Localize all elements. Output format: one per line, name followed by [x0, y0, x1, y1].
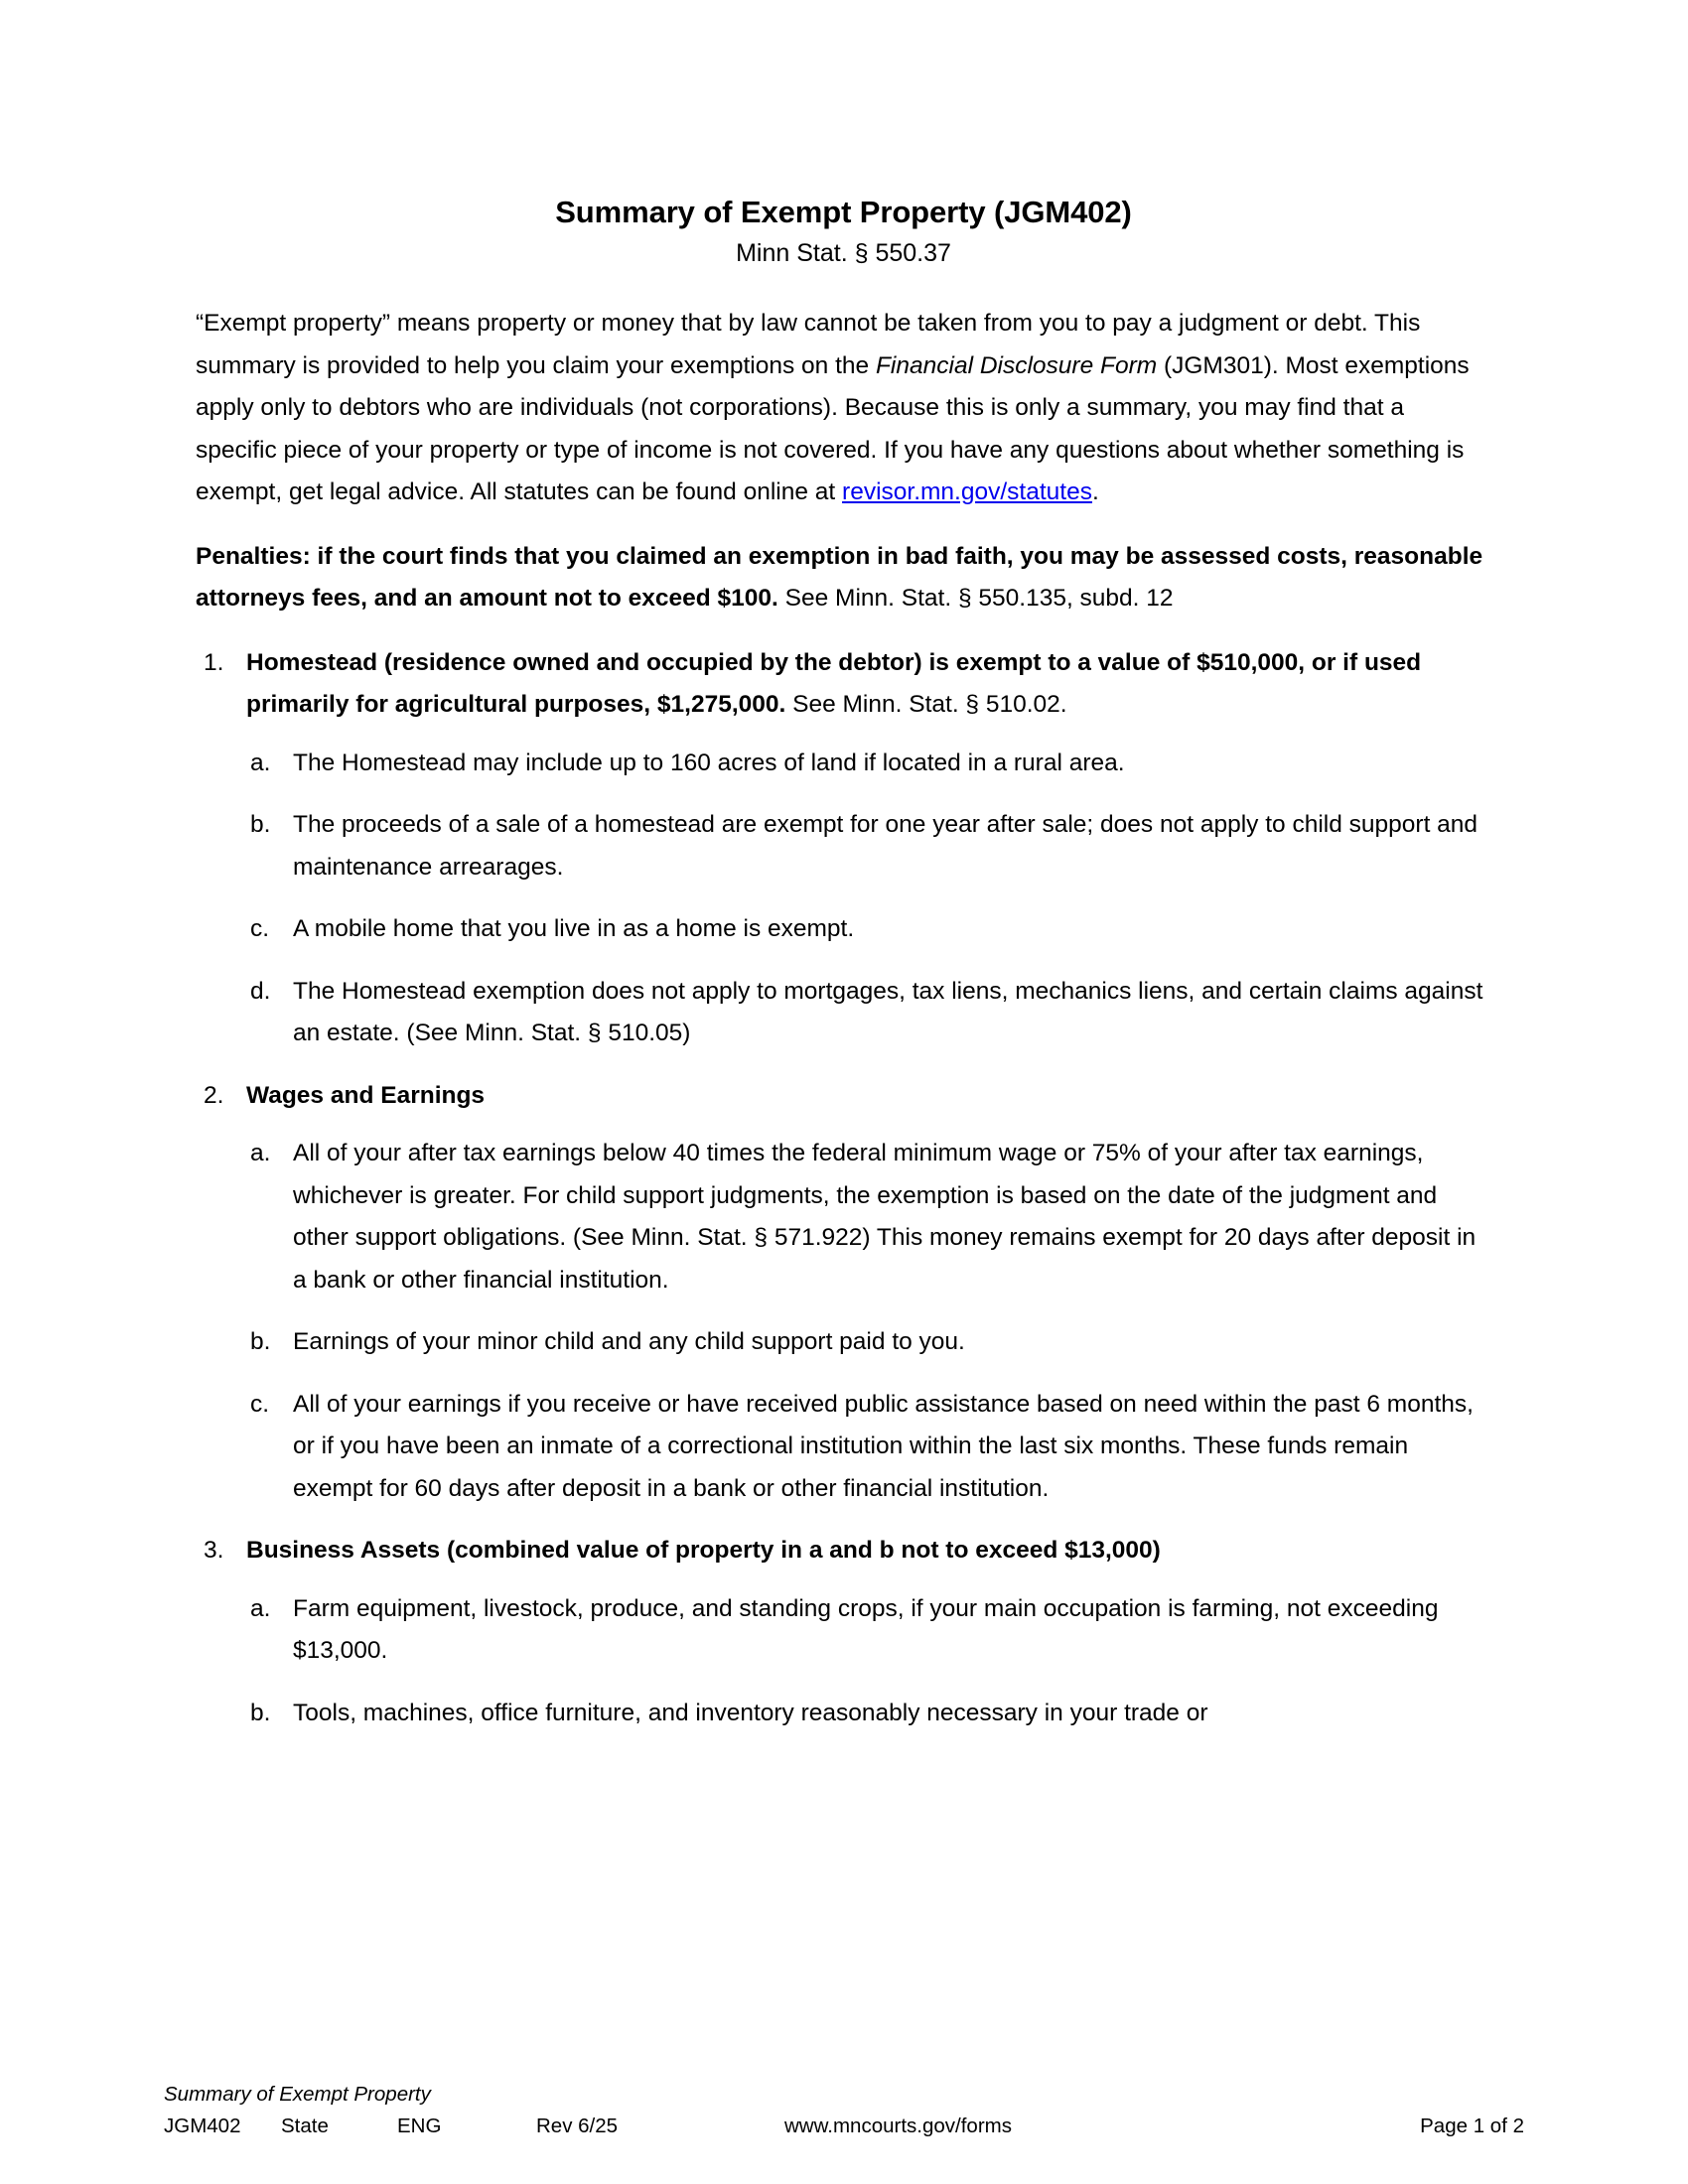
penalties-paragraph: [196, 536, 1491, 620]
footer-form-code: JGM402: [164, 2115, 241, 2137]
sub-list-item: [246, 1588, 1491, 1673]
penalties-bold-text: Penalties: if the court finds that you claimed an exemption in bad faith, you may be assessed costs, reasonable attorneys fees, and an amount not to exceed $100.: [196, 542, 1483, 612]
sub-list-marker: a.: [250, 1594, 271, 1622]
list-item: [196, 642, 1491, 1055]
sub-list-item: [246, 1321, 1491, 1364]
sub-list-marker: c.: [250, 1390, 270, 1418]
item-normal-text: See Minn. Stat. § 510.02.: [785, 691, 1067, 718]
page-subtitle: Minn Stat. § 550.37: [736, 238, 951, 267]
statutes-link[interactable]: revisor.mn.gov/statutes: [842, 478, 1092, 505]
sub-list-item-text: Tools, machines, office furniture, and inventory reasonably necessary in your trade or: [293, 1699, 1208, 1726]
page-footer: [164, 2080, 1524, 2141]
intro-italic-form-name: Financial Disclosure Form: [875, 351, 1158, 379]
sub-list: [246, 1588, 1491, 1735]
footer-revision: Rev 6/25: [536, 2115, 619, 2137]
footer-metadata-row: [164, 2112, 1524, 2141]
sub-list: [246, 1133, 1491, 1510]
item-bold-text: Wages and Earnings: [246, 1081, 486, 1109]
sub-list-item: [246, 1693, 1491, 1735]
sub-list-marker: a.: [250, 1140, 271, 1166]
intro-text-part1: “Exempt property” means property or money that by law cannot be taken from you to pay a judgment or debt. This summary is provided to help you claim your exemptions on the: [196, 310, 1421, 379]
sub-list-marker: d.: [250, 977, 271, 1005]
sub-list-item: [246, 1384, 1491, 1511]
sub-list-item-text: The proceeds of a sale of a homestead are exempt for one year after sale; does not apply to child support and maintenance arrearages.: [293, 811, 1478, 881]
sub-list-marker: a.: [250, 749, 271, 776]
list-item: [196, 1530, 1491, 1734]
sub-list-item-text: All of your after tax earnings below 40 times the federal minimum wage or 75% of your after tax earnings, whichever is greater. For child support judgments, the exemption is based on the date of the judgment and other support obligations. (See Minn. Stat. § 571.922) This money remains exempt for 20 days after deposit in a bank or other financial institution.: [293, 1140, 1477, 1294]
sub-list-item: [246, 1133, 1491, 1301]
list-marker: 2.: [204, 1081, 224, 1109]
sub-list-marker: b.: [250, 811, 271, 838]
footer-page-number: Page 1 of 2: [1420, 2115, 1524, 2137]
sub-list-marker: b.: [250, 1328, 271, 1355]
item-bold-text: Business Assets (combined value of property in a and b not to exceed $13,000): [246, 1537, 1161, 1564]
sub-list-item: [246, 804, 1491, 888]
sub-list-item-text: All of your earnings if you receive or have received public assistance based on need within the past 6 months, or if you have been an inmate of a correctional institution within the last six months. These funds remain exempt for 60 days after deposit in a bank or other financial institution.: [293, 1390, 1474, 1502]
sub-list-item: [246, 743, 1491, 785]
sub-list-marker: c.: [250, 915, 270, 942]
sub-list-item-text: Farm equipment, livestock, produce, and standing crops, if your main occupation is farming, not exceeding $13,000.: [293, 1594, 1439, 1664]
penalties-normal-text: See Minn. Stat. § 550.135, subd. 12: [777, 585, 1174, 612]
footer-language: ENG: [397, 2115, 442, 2137]
sub-list-item: [246, 971, 1491, 1055]
sub-list-item-text: Earnings of your minor child and any child support paid to you.: [293, 1328, 965, 1355]
footer-url: www.mncourts.gov/forms: [784, 2115, 1012, 2137]
sub-list-marker: b.: [250, 1699, 271, 1726]
intro-paragraph: [196, 303, 1491, 514]
footer-document-title: Summary of Exempt Property: [164, 2083, 431, 2106]
sub-list: [246, 743, 1491, 1055]
list-item: [196, 1075, 1491, 1511]
list-item-text: [246, 642, 1491, 727]
sub-list-item-text: A mobile home that you live in as a home is exempt.: [293, 915, 855, 942]
intro-text-part3: .: [1091, 478, 1099, 505]
page-title: Summary of Exempt Property (JGM402): [555, 195, 1132, 229]
sub-list-item-text: The Homestead exemption does not apply to mortgages, tax liens, mechanics liens, and certain claims against an estate. (See Minn. Stat. § 510.05): [293, 977, 1483, 1046]
list-item-text: [246, 1075, 1491, 1118]
footer-scope: State: [281, 2115, 329, 2137]
sub-list-item-text: The Homestead may include up to 160 acres of land if located in a rural area.: [293, 749, 1125, 776]
intro-text-part2: (JGM301). Most exemptions apply only to debtors who are individuals (not corporations). Because this is only a summary, you may find that a specific piece of your property or type of income is not covered. If you have any questions about whether something is exempt, get legal advice. All statutes can be found online at: [196, 351, 1470, 505]
exemption-list: [196, 642, 1491, 1735]
item-bold-text: Homestead (residence owned and occupied by the debtor) is exempt to a value of $510,000, or if used primarily for agricultural purposes, $1,275,000.: [246, 648, 1422, 718]
document-content: [196, 194, 1491, 1754]
list-marker: 1.: [204, 648, 224, 676]
sub-list-item: [246, 908, 1491, 951]
list-marker: 3.: [204, 1537, 224, 1564]
list-item-text: [246, 1530, 1491, 1572]
